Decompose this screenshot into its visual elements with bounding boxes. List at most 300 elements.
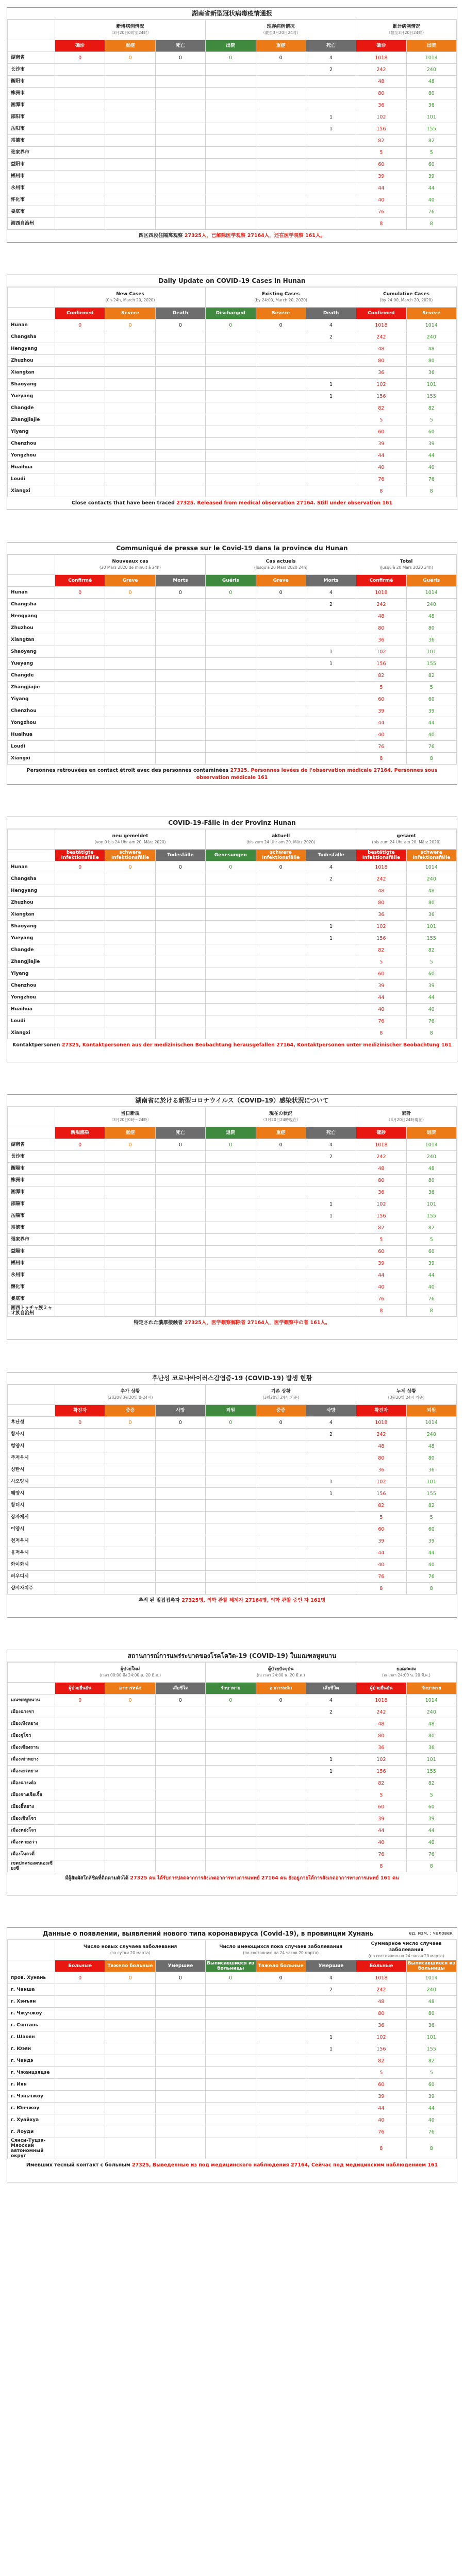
value-cell (55, 462, 105, 473)
table-row (8, 968, 457, 980)
value-cell: 0 (155, 1139, 205, 1151)
value-cell (306, 206, 356, 218)
value-cell: 82 (356, 670, 406, 682)
value-cell (155, 1452, 205, 1464)
value-cell: 4 (306, 1972, 356, 1984)
value-cell: 5 (356, 414, 406, 426)
group-period: (по состоянию на 24 часов 20 марта) (243, 1951, 319, 1955)
value-cell (256, 753, 306, 765)
value-cell: 44 (406, 717, 456, 729)
value-cell (155, 1512, 205, 1523)
region-name: Hengyang (8, 343, 55, 355)
column-header: Death (155, 308, 205, 319)
value-cell (155, 1860, 205, 1872)
column-header: Тяжело больные (105, 1960, 155, 1972)
value-cell: 44 (356, 717, 406, 729)
table-row (8, 1305, 457, 1317)
note-text: 四区四段住隔离观察 (139, 233, 183, 239)
value-cell: 0 (105, 861, 155, 873)
region-name: Yongzhou (8, 992, 55, 1004)
value-cell: 155 (406, 2043, 456, 2055)
value-cell (256, 123, 306, 135)
value-cell: 36 (356, 367, 406, 379)
value-cell (256, 1837, 306, 1849)
value-cell (105, 1500, 155, 1512)
column-header: อาการหนัก (105, 1683, 155, 1694)
region-name: Huaihua (8, 1004, 55, 1015)
region-name: г. Иян (8, 2079, 55, 2091)
region-name: Zhangjiajie (8, 956, 55, 968)
value-cell: 0 (256, 319, 306, 331)
table-row (8, 646, 457, 658)
value-cell: 5 (356, 682, 406, 693)
value-cell (155, 2031, 205, 2043)
value-cell (105, 2126, 155, 2138)
value-cell (206, 2138, 256, 2159)
value-cell (306, 1269, 356, 1281)
value-cell (306, 1571, 356, 1583)
table-row (8, 2067, 457, 2079)
value-cell (105, 2020, 155, 2031)
value-cell: 36 (356, 99, 406, 111)
value-cell: 39 (406, 1813, 456, 1825)
region-name: 益阳市 (8, 159, 55, 171)
value-cell (55, 933, 105, 944)
value-cell (105, 1559, 155, 1571)
column-header: 退院 (206, 1127, 256, 1139)
value-cell (55, 741, 105, 753)
value-cell (256, 2114, 306, 2126)
value-cell (256, 1004, 306, 1015)
value-cell: 80 (356, 1175, 406, 1187)
table-row (8, 1825, 457, 1837)
region-name: 샹탄시 (8, 1464, 55, 1476)
group-header (206, 1940, 356, 1960)
table-row (8, 670, 457, 682)
group-header (356, 1663, 457, 1683)
value-cell (55, 2091, 105, 2103)
table-row (8, 634, 457, 646)
corner-cell (8, 575, 55, 587)
column-header: 重症 (105, 1127, 155, 1139)
value-cell (306, 980, 356, 992)
value-cell (206, 402, 256, 414)
value-cell (206, 1512, 256, 1523)
value-cell: 40 (406, 1281, 456, 1293)
group-header (356, 1385, 457, 1405)
value-cell (206, 367, 256, 379)
value-cell (206, 485, 256, 497)
value-cell (155, 933, 205, 944)
corner-cell (8, 20, 55, 40)
value-cell (256, 1293, 306, 1305)
table-row (8, 135, 457, 147)
value-cell: 240 (406, 1429, 456, 1440)
group-header (55, 287, 206, 308)
group-header (55, 829, 206, 850)
value-cell (55, 873, 105, 885)
section-gap (0, 243, 464, 275)
value-cell (155, 897, 205, 909)
value-cell (256, 171, 306, 182)
value-cell (256, 1488, 306, 1500)
value-cell (306, 1860, 356, 1872)
value-cell: 80 (406, 1175, 456, 1187)
table-row (8, 1452, 457, 1464)
value-cell (256, 1801, 306, 1813)
region-name: Hunan (8, 861, 55, 873)
value-cell (105, 1015, 155, 1027)
value-cell (306, 1777, 356, 1789)
value-cell (105, 379, 155, 391)
value-cell (55, 402, 105, 414)
value-cell (55, 1210, 105, 1222)
value-cell: 44 (406, 450, 456, 462)
value-cell (256, 1547, 306, 1559)
value-cell (105, 462, 155, 473)
value-cell (155, 111, 205, 123)
value-cell: 60 (356, 693, 406, 705)
value-cell: 1 (306, 921, 356, 933)
value-cell (206, 717, 256, 729)
region-name: Zhuzhou (8, 355, 55, 367)
value-cell (206, 1825, 256, 1837)
value-cell: 0 (55, 1417, 105, 1429)
value-cell (206, 753, 256, 765)
group-period: (за сутки 20 марта) (110, 1951, 151, 1955)
region-name: Zhuzhou (8, 622, 55, 634)
value-cell (256, 1523, 306, 1535)
value-cell (155, 1027, 205, 1039)
value-cell (206, 1801, 256, 1813)
value-cell (105, 1801, 155, 1813)
value-cell: 1014 (406, 1694, 456, 1706)
value-cell: 155 (406, 123, 456, 135)
report-section (7, 1372, 457, 1618)
value-cell (306, 729, 356, 741)
value-cell: 242 (356, 1984, 406, 1996)
value-cell (55, 1452, 105, 1464)
value-cell (55, 2114, 105, 2126)
table-row (8, 52, 457, 64)
column-header: 사망 (155, 1405, 205, 1417)
value-cell (256, 1706, 306, 1718)
value-cell (256, 206, 306, 218)
value-cell: 60 (406, 693, 456, 705)
value-cell (55, 611, 105, 622)
value-cell (306, 741, 356, 753)
value-cell (55, 1754, 105, 1766)
value-cell (206, 331, 256, 343)
value-cell (306, 693, 356, 705)
value-cell: 0 (155, 587, 205, 599)
value-cell: 1014 (406, 52, 456, 64)
column-header: ผู้ป่วยยืนยัน (356, 1683, 406, 1694)
value-cell (155, 88, 205, 99)
value-cell (306, 944, 356, 956)
table-row (8, 1996, 457, 2008)
region-name: 岳阳市 (8, 123, 55, 135)
value-cell (55, 1523, 105, 1535)
value-cell: 39 (406, 1258, 456, 1269)
value-cell (55, 1512, 105, 1523)
value-cell (105, 1429, 155, 1440)
column-header: 确诊 (356, 40, 406, 52)
value-cell: 2 (306, 1706, 356, 1718)
value-cell (105, 1198, 155, 1210)
note-value: 27325, Kontaktpersonen aus der medizinischen Beobachtung herausgefallen (61, 1042, 275, 1048)
value-cell (306, 1464, 356, 1476)
value-cell: 1 (306, 2043, 356, 2055)
region-name: 장자제시 (8, 1512, 55, 1523)
value-cell (256, 1718, 306, 1730)
value-cell: 44 (356, 450, 406, 462)
value-cell: 60 (356, 1801, 406, 1813)
corner-cell (8, 308, 55, 319)
table-row (8, 1269, 457, 1281)
table-row (8, 1972, 457, 1984)
column-header: ผู้ป่วยยืนยัน (55, 1683, 105, 1694)
value-cell (256, 343, 306, 355)
column-header: Morts (155, 575, 205, 587)
section-gap (0, 1340, 464, 1372)
region-name: 湖南省 (8, 52, 55, 64)
value-cell (256, 1452, 306, 1464)
value-cell: 44 (406, 992, 456, 1004)
value-cell (155, 1198, 205, 1210)
region-name: г. Юэян (8, 2043, 55, 2055)
group-label: 추가 상황 (120, 1389, 140, 1394)
table-row (8, 391, 457, 402)
value-cell (105, 438, 155, 450)
value-cell: 2 (306, 599, 356, 611)
value-cell (155, 331, 205, 343)
region-name: г. Хэнъян (8, 1996, 55, 2008)
region-name: Loudi (8, 741, 55, 753)
group-label: neu gemeldet (112, 834, 148, 839)
value-cell (206, 2091, 256, 2103)
table-row (8, 1801, 457, 1813)
table-row (8, 1163, 457, 1175)
value-cell: 39 (356, 1258, 406, 1269)
value-cell (105, 1535, 155, 1547)
group-label: New Cases (116, 292, 144, 297)
value-cell (105, 1440, 155, 1452)
value-cell (105, 1571, 155, 1583)
value-cell: 40 (356, 729, 406, 741)
value-cell: 60 (406, 2079, 456, 2091)
note-value: 27325人，医学観察解除者 (184, 1320, 246, 1326)
value-cell (105, 1234, 155, 1246)
table-row (8, 1583, 457, 1595)
region-name: 岳陽市 (8, 1210, 55, 1222)
value-cell (206, 1305, 256, 1317)
value-cell: 2 (306, 64, 356, 76)
value-cell (55, 1246, 105, 1258)
value-cell (155, 450, 205, 462)
value-cell (306, 1305, 356, 1317)
value-cell (155, 1523, 205, 1535)
value-cell: 5 (356, 1234, 406, 1246)
value-cell (206, 933, 256, 944)
value-cell (155, 343, 205, 355)
group-period: (von 0 bis 24 Uhr am 20. März 2020) (94, 840, 166, 844)
unit-label: ед. изм. : человек (409, 1931, 453, 1936)
value-cell: 80 (406, 897, 456, 909)
value-cell (55, 1027, 105, 1039)
value-cell (206, 944, 256, 956)
value-cell (55, 367, 105, 379)
note-text: 特定された濃厚接触者 (134, 1320, 183, 1326)
value-cell: 155 (406, 1488, 456, 1500)
value-cell (256, 218, 306, 230)
value-cell (306, 992, 356, 1004)
value-cell (155, 980, 205, 992)
value-cell: 0 (256, 52, 306, 64)
group-header (206, 1107, 356, 1127)
corner-cell (8, 850, 55, 861)
value-cell: 8 (356, 1027, 406, 1039)
value-cell (55, 391, 105, 402)
value-cell (306, 885, 356, 897)
value-cell (155, 1766, 205, 1777)
region-name: Chenzhou (8, 438, 55, 450)
table-row (8, 587, 457, 599)
value-cell (105, 1718, 155, 1730)
value-cell: 48 (406, 76, 456, 88)
value-cell (55, 1163, 105, 1175)
value-cell: 82 (356, 944, 406, 956)
value-cell (306, 1015, 356, 1027)
value-cell (256, 2103, 306, 2114)
value-cell (105, 1305, 155, 1317)
value-cell: 102 (356, 111, 406, 123)
value-cell: 0 (256, 587, 306, 599)
value-cell: 48 (356, 1996, 406, 2008)
value-cell (256, 1187, 306, 1198)
value-cell (306, 1789, 356, 1801)
value-cell (206, 2043, 256, 2055)
value-cell: 76 (406, 741, 456, 753)
value-cell (55, 1004, 105, 1015)
table-row (8, 99, 457, 111)
value-cell (306, 897, 356, 909)
value-cell: 1018 (356, 587, 406, 599)
value-cell (155, 426, 205, 438)
value-cell (306, 1559, 356, 1571)
column-header: Больные (356, 1960, 406, 1972)
value-cell (306, 182, 356, 194)
value-cell: 60 (356, 1523, 406, 1535)
value-cell (105, 76, 155, 88)
value-cell: 2 (306, 331, 356, 343)
region-name: 천저우시 (8, 1535, 55, 1547)
value-cell (206, 2055, 256, 2067)
value-cell (306, 485, 356, 497)
value-cell (155, 1996, 205, 2008)
value-cell (256, 1984, 306, 1996)
value-cell (55, 194, 105, 206)
value-cell (105, 1766, 155, 1777)
report-section (7, 1927, 457, 2182)
table-row (8, 218, 457, 230)
value-cell (306, 2091, 356, 2103)
value-cell: 60 (406, 426, 456, 438)
value-cell: 0 (206, 587, 256, 599)
group-header (206, 555, 356, 575)
value-cell (155, 2114, 205, 2126)
value-cell (206, 2126, 256, 2138)
value-cell (306, 1512, 356, 1523)
value-cell: 48 (356, 343, 406, 355)
value-cell (55, 1464, 105, 1476)
table-row (8, 1512, 457, 1523)
table-row (8, 171, 457, 182)
value-cell (206, 473, 256, 485)
value-cell: 101 (406, 1754, 456, 1766)
value-cell: 80 (356, 1730, 406, 1742)
note-value: 27164人，医学観察中の者 (247, 1320, 309, 1326)
value-cell: 40 (356, 2114, 406, 2126)
table-row (8, 1559, 457, 1571)
value-cell (256, 1535, 306, 1547)
value-cell (306, 1246, 356, 1258)
table-row (8, 1440, 457, 1452)
value-cell (105, 909, 155, 921)
value-cell (55, 634, 105, 646)
value-cell (256, 658, 306, 670)
table-row (8, 1694, 457, 1706)
region-name: เมืองจูโจว (8, 1730, 55, 1742)
group-period: (ณ เวลา 24:00 น. 20 มี.ค.) (256, 1673, 305, 1677)
value-cell: 39 (406, 171, 456, 182)
column-header: 퇴원 (206, 1405, 256, 1417)
value-cell (206, 1849, 256, 1860)
value-cell: 1 (306, 391, 356, 402)
value-cell (55, 64, 105, 76)
section-gap (0, 1895, 464, 1927)
value-cell (155, 968, 205, 980)
value-cell: 8 (356, 1583, 406, 1595)
value-cell (306, 2114, 356, 2126)
value-cell (256, 980, 306, 992)
value-cell (306, 2103, 356, 2114)
value-cell (105, 473, 155, 485)
value-cell: 240 (406, 1984, 456, 1996)
value-cell (155, 1837, 205, 1849)
region-name: 永州市 (8, 1269, 55, 1281)
value-cell (256, 1281, 306, 1293)
value-cell (105, 921, 155, 933)
value-cell (105, 414, 155, 426)
region-name: 湘西自治州 (8, 218, 55, 230)
value-cell (306, 1825, 356, 1837)
group-label: 新增病例情况 (116, 24, 144, 29)
value-cell (206, 909, 256, 921)
value-cell: 1014 (406, 319, 456, 331)
value-cell (55, 2020, 105, 2031)
column-header: 死亡 (155, 40, 205, 52)
contact-tracing-note (7, 1039, 457, 1062)
value-cell: 240 (406, 873, 456, 885)
value-cell (256, 693, 306, 705)
value-cell (55, 1015, 105, 1027)
table-row (8, 1837, 457, 1849)
region-name: Chenzhou (8, 705, 55, 717)
value-cell (206, 1004, 256, 1015)
value-cell: 8 (406, 2138, 456, 2159)
column-header: schwere Infektionsfälle (256, 850, 306, 861)
